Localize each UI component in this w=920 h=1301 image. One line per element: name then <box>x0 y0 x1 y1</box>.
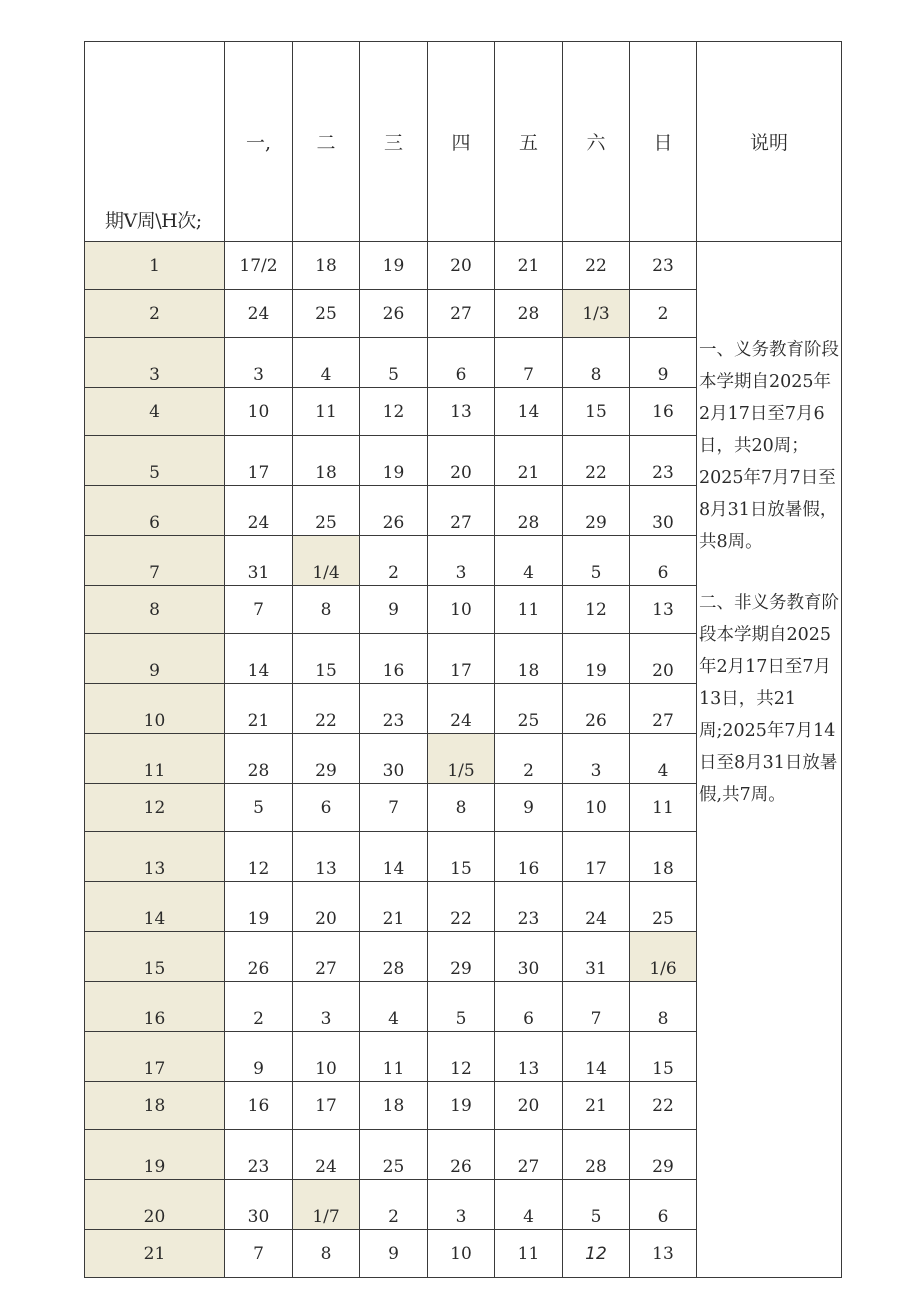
week-number: 3 <box>85 338 225 388</box>
day-cell: 1/3 <box>563 290 630 338</box>
header-row <box>85 42 842 242</box>
day-cell: 14 <box>495 388 563 436</box>
day-cell: 23 <box>630 436 697 486</box>
day-cell: 18 <box>293 242 360 290</box>
day-header-mon: 一, <box>225 42 293 242</box>
day-cell: 10 <box>293 1032 360 1082</box>
day-cell: 28 <box>495 486 563 536</box>
day-cell: 14 <box>225 634 293 684</box>
day-cell: 8 <box>630 982 697 1032</box>
week-number: 12 <box>85 784 225 832</box>
day-cell: 18 <box>360 1082 428 1130</box>
week-number: 11 <box>85 734 225 784</box>
day-cell: 8 <box>293 1230 360 1278</box>
day-cell: 10 <box>563 784 630 832</box>
day-cell: 16 <box>495 832 563 882</box>
day-cell: 5 <box>428 982 495 1032</box>
day-cell: 6 <box>630 536 697 586</box>
day-cell: 1/4 <box>293 536 360 586</box>
day-cell: 4 <box>495 536 563 586</box>
day-cell: 29 <box>630 1130 697 1180</box>
day-cell: 13 <box>630 586 697 634</box>
day-cell: 1/6 <box>630 932 697 982</box>
day-cell: 2 <box>360 1180 428 1230</box>
day-cell: 30 <box>630 486 697 536</box>
day-cell: 21 <box>360 882 428 932</box>
week-number: 13 <box>85 832 225 882</box>
week-number: 7 <box>85 536 225 586</box>
day-cell: 27 <box>428 486 495 536</box>
day-cell: 15 <box>293 634 360 684</box>
day-cell: 10 <box>225 388 293 436</box>
day-cell: 22 <box>563 436 630 486</box>
day-cell: 22 <box>630 1082 697 1130</box>
day-cell: 18 <box>630 832 697 882</box>
day-cell: 6 <box>495 982 563 1032</box>
week-number: 9 <box>85 634 225 684</box>
day-cell: 13 <box>293 832 360 882</box>
day-cell: 25 <box>293 486 360 536</box>
week-number: 18 <box>85 1082 225 1130</box>
day-cell: 17 <box>428 634 495 684</box>
day-cell: 9 <box>495 784 563 832</box>
day-cell: 22 <box>563 242 630 290</box>
day-cell: 4 <box>293 338 360 388</box>
corner-header: 期V周\H次; <box>85 42 225 242</box>
day-cell: 2 <box>630 290 697 338</box>
note-non-compulsory-education: 二、非义务教育阶段本学期自2025年2月17日至7月13日，共21周;2025年7月14日至8月31日放暑假,共7周。 <box>699 593 839 805</box>
day-cell: 27 <box>630 684 697 734</box>
day-cell: 3 <box>428 1180 495 1230</box>
day-header-tue: 二 <box>293 42 360 242</box>
day-cell: 24 <box>225 290 293 338</box>
day-cell: 28 <box>563 1130 630 1180</box>
day-cell: 11 <box>495 1230 563 1278</box>
day-cell: 6 <box>428 338 495 388</box>
day-cell: 15 <box>563 388 630 436</box>
day-cell: 4 <box>630 734 697 784</box>
day-cell: 12 <box>563 1230 630 1278</box>
week-number: 1 <box>85 242 225 290</box>
day-cell: 21 <box>225 684 293 734</box>
day-cell: 11 <box>360 1032 428 1082</box>
day-cell: 30 <box>495 932 563 982</box>
day-cell: 24 <box>428 684 495 734</box>
day-cell: 13 <box>428 388 495 436</box>
day-cell: 20 <box>428 242 495 290</box>
day-cell: 31 <box>225 536 293 586</box>
day-cell: 13 <box>630 1230 697 1278</box>
day-cell: 23 <box>360 684 428 734</box>
week-number: 15 <box>85 932 225 982</box>
day-cell: 26 <box>360 486 428 536</box>
day-cell: 7 <box>563 982 630 1032</box>
day-cell: 11 <box>495 586 563 634</box>
day-cell: 25 <box>495 684 563 734</box>
day-cell: 12 <box>428 1032 495 1082</box>
day-cell: 30 <box>225 1180 293 1230</box>
day-cell: 26 <box>225 932 293 982</box>
calendar-body <box>85 242 842 1278</box>
day-cell: 21 <box>495 436 563 486</box>
day-cell: 18 <box>495 634 563 684</box>
day-cell: 23 <box>630 242 697 290</box>
day-cell: 3 <box>293 982 360 1032</box>
day-cell: 5 <box>225 784 293 832</box>
day-cell: 8 <box>563 338 630 388</box>
day-cell: 27 <box>293 932 360 982</box>
day-cell: 22 <box>293 684 360 734</box>
day-cell: 11 <box>630 784 697 832</box>
week-number: 10 <box>85 684 225 734</box>
day-cell: 9 <box>225 1032 293 1082</box>
day-cell: 28 <box>495 290 563 338</box>
day-cell: 12 <box>563 586 630 634</box>
day-cell: 7 <box>360 784 428 832</box>
day-cell: 1/7 <box>293 1180 360 1230</box>
day-cell: 24 <box>563 882 630 932</box>
week-number: 8 <box>85 586 225 634</box>
day-cell: 20 <box>293 882 360 932</box>
day-cell: 17/2 <box>225 242 293 290</box>
day-cell: 24 <box>225 486 293 536</box>
day-cell: 3 <box>563 734 630 784</box>
day-cell: 12 <box>225 832 293 882</box>
day-cell: 28 <box>360 932 428 982</box>
week-row <box>85 242 842 290</box>
day-cell: 10 <box>428 1230 495 1278</box>
day-cell: 20 <box>495 1082 563 1130</box>
week-number: 19 <box>85 1130 225 1180</box>
week-number: 14 <box>85 882 225 932</box>
day-cell: 8 <box>293 586 360 634</box>
day-cell: 24 <box>293 1130 360 1180</box>
day-cell: 13 <box>495 1032 563 1082</box>
day-cell: 8 <box>428 784 495 832</box>
day-cell: 4 <box>360 982 428 1032</box>
day-cell: 9 <box>360 586 428 634</box>
day-cell: 28 <box>225 734 293 784</box>
day-cell: 17 <box>225 436 293 486</box>
week-number: 6 <box>85 486 225 536</box>
day-cell: 6 <box>630 1180 697 1230</box>
day-cell: 18 <box>293 436 360 486</box>
day-cell: 15 <box>630 1032 697 1082</box>
day-cell: 26 <box>563 684 630 734</box>
day-cell: 23 <box>495 882 563 932</box>
day-cell: 22 <box>428 882 495 932</box>
day-header-fri: 五 <box>495 42 563 242</box>
day-cell: 29 <box>563 486 630 536</box>
day-cell: 15 <box>428 832 495 882</box>
day-cell: 3 <box>225 338 293 388</box>
day-cell: 3 <box>428 536 495 586</box>
day-cell: 27 <box>428 290 495 338</box>
school-calendar-table <box>84 41 842 1278</box>
day-cell: 17 <box>563 832 630 882</box>
day-cell: 16 <box>360 634 428 684</box>
day-cell: 26 <box>428 1130 495 1180</box>
notes-cell <box>697 242 842 1278</box>
week-number: 20 <box>85 1180 225 1230</box>
day-cell: 5 <box>563 1180 630 1230</box>
day-cell: 21 <box>563 1082 630 1130</box>
day-header-sat: 六 <box>563 42 630 242</box>
day-cell: 2 <box>225 982 293 1032</box>
day-cell: 25 <box>630 882 697 932</box>
week-number: 21 <box>85 1230 225 1278</box>
day-cell: 11 <box>293 388 360 436</box>
week-number: 17 <box>85 1032 225 1082</box>
day-cell: 16 <box>630 388 697 436</box>
day-cell: 9 <box>630 338 697 388</box>
day-cell: 1/5 <box>428 734 495 784</box>
day-cell: 10 <box>428 586 495 634</box>
day-cell: 4 <box>495 1180 563 1230</box>
day-cell: 20 <box>630 634 697 684</box>
day-cell: 25 <box>360 1130 428 1180</box>
day-cell: 5 <box>360 338 428 388</box>
day-cell: 20 <box>428 436 495 486</box>
day-cell: 7 <box>225 1230 293 1278</box>
day-cell: 7 <box>495 338 563 388</box>
day-cell: 25 <box>293 290 360 338</box>
day-cell: 19 <box>563 634 630 684</box>
day-cell: 26 <box>360 290 428 338</box>
day-cell: 29 <box>428 932 495 982</box>
day-cell: 19 <box>225 882 293 932</box>
day-cell: 27 <box>495 1130 563 1180</box>
day-cell: 19 <box>428 1082 495 1130</box>
day-header-sun: 日 <box>630 42 697 242</box>
day-cell: 19 <box>360 242 428 290</box>
day-cell: 6 <box>293 784 360 832</box>
day-cell: 12 <box>360 388 428 436</box>
day-header-wed: 三 <box>360 42 428 242</box>
day-cell: 7 <box>225 586 293 634</box>
day-cell: 29 <box>293 734 360 784</box>
note-compulsory-education: 一、义务教育阶段本学期自2025年2月17日至7月6日，共20周；2025年7月7日至8月31日放暑假，共8周。 <box>699 340 839 552</box>
week-number: 16 <box>85 982 225 1032</box>
week-number: 2 <box>85 290 225 338</box>
week-number: 5 <box>85 436 225 486</box>
day-cell: 31 <box>563 932 630 982</box>
day-cell: 30 <box>360 734 428 784</box>
day-cell: 23 <box>225 1130 293 1180</box>
day-cell: 14 <box>563 1032 630 1082</box>
day-header-thu: 四 <box>428 42 495 242</box>
day-cell: 2 <box>360 536 428 586</box>
day-cell: 16 <box>225 1082 293 1130</box>
day-cell: 21 <box>495 242 563 290</box>
day-cell: 17 <box>293 1082 360 1130</box>
day-cell: 19 <box>360 436 428 486</box>
week-number: 4 <box>85 388 225 436</box>
note-header: 说明 <box>697 42 842 242</box>
day-cell: 5 <box>563 536 630 586</box>
day-cell: 2 <box>495 734 563 784</box>
day-cell: 9 <box>360 1230 428 1278</box>
day-cell: 14 <box>360 832 428 882</box>
